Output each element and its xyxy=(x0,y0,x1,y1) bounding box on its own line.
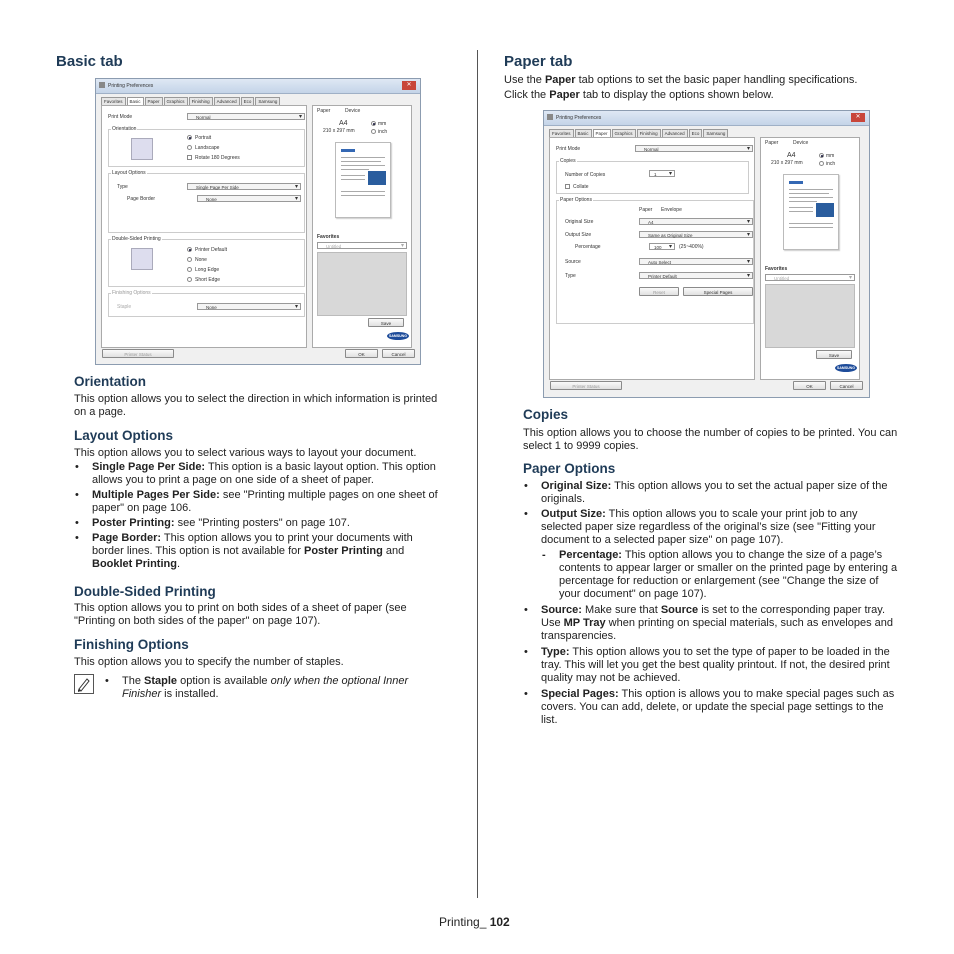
preview-tab-device[interactable]: Device xyxy=(793,140,809,146)
original-size-select[interactable]: A4 ▾ xyxy=(639,218,753,225)
double-sided-text: This option allows you to print on both sides of a sheet of paper (see "Printing on both sides of the paper" on page 107). xyxy=(74,602,407,627)
tab-paper[interactable]: Paper xyxy=(145,97,163,106)
source-select[interactable]: Auto Select ▾ xyxy=(639,258,753,265)
original-size-label: Original Size xyxy=(565,219,594,225)
page-footer xyxy=(439,915,510,929)
list-item: • Source: Make sure that Source is set to the corresponding paper tray. Use MP Tray when printing on special materials, such as envelopes and transparencies. xyxy=(523,604,901,643)
orientation-heading: Orientation xyxy=(74,374,147,389)
tab-favorites[interactable]: Favorites xyxy=(549,129,574,138)
orientation-preview-icon xyxy=(131,138,153,160)
page-preview-thumbnail xyxy=(783,174,839,250)
long-edge-label: Long Edge xyxy=(195,267,220,273)
paper-type-select[interactable]: Printer Default ▾ xyxy=(639,272,753,279)
list-item: • Single Page Per Side: This option is a basic layout option. This option allows you to print a page on one side of a sheet of paper. xyxy=(74,461,444,487)
long-edge-radio[interactable] xyxy=(187,267,192,272)
save-button[interactable]: Save xyxy=(816,350,852,359)
tab-finishing[interactable]: Finishing xyxy=(189,97,213,106)
orientation-text: This option allows you to select the direction in which information is printed on a page. xyxy=(74,393,438,418)
page-border-select[interactable]: None ▾ xyxy=(197,195,301,202)
preview-panel xyxy=(312,105,412,348)
rotate-180-label: Rotate 180 Degrees xyxy=(195,155,240,161)
favorites-list xyxy=(317,252,407,316)
printer-default-radio[interactable] xyxy=(187,247,192,252)
staple-select[interactable]: None ▾ xyxy=(197,303,301,310)
source-label: Source xyxy=(565,259,581,265)
samsung-logo: SAMSUNG xyxy=(835,364,857,372)
dialog-titlebar xyxy=(544,111,869,126)
percentage-input[interactable]: 100 ▾ xyxy=(649,243,675,250)
tab-samsung[interactable]: Samsung xyxy=(703,129,728,138)
paper-options-heading: Paper Options xyxy=(523,461,616,476)
preview-tab-device[interactable]: Device xyxy=(345,108,361,114)
list-item: • Original Size: This option allows you to set the actual paper size of the originals. xyxy=(523,480,901,506)
copies-group-label: Copies xyxy=(560,158,576,164)
tab-advanced[interactable]: Advanced xyxy=(214,97,240,106)
page-number: 102 xyxy=(489,915,510,929)
favorites-select[interactable]: Untitled ▾ xyxy=(765,274,855,281)
column-divider xyxy=(477,50,478,898)
tab-graphics[interactable]: Graphics xyxy=(612,129,636,138)
copies-text: This option allows you to choose the number of copies to be printed. You can select 1 to 9999 copies. xyxy=(523,427,898,452)
unit-inch-radio[interactable] xyxy=(371,129,376,134)
tab-basic[interactable]: Basic xyxy=(127,97,144,106)
orientation-group-label: Orientation xyxy=(112,126,137,132)
preview-panel xyxy=(760,137,860,380)
favorites-section xyxy=(315,234,410,330)
percentage-label: Percentage xyxy=(575,244,601,250)
printer-status-button[interactable]: Printer Status xyxy=(102,349,174,358)
tab-finishing[interactable]: Finishing xyxy=(637,129,661,138)
printer-status-button[interactable]: Printer Status xyxy=(550,381,622,390)
list-item: - Percentage: This option allows you to change the size of a page’s contents to appear larger or smaller on the printed page by entering a percentage for reduction or enlargement (see "Change the size of your document" on page 107). xyxy=(541,549,901,601)
staple-label: Staple xyxy=(117,304,132,310)
print-mode-select[interactable]: Normal ▾ xyxy=(635,145,753,152)
ok-button[interactable]: OK xyxy=(345,349,378,358)
close-icon[interactable]: ✕ xyxy=(851,113,865,122)
favorites-label: Favorites xyxy=(317,234,340,240)
duplex-none-radio[interactable] xyxy=(187,257,192,262)
cancel-button[interactable]: Cancel xyxy=(382,349,415,358)
note-item: • The Staple option is available only when the optional Inner Finisher is installed. xyxy=(104,675,444,701)
basic-tab-dialog-screenshot xyxy=(95,78,421,365)
copies-heading: Copies xyxy=(523,407,569,422)
percentage-range: (25~400%) xyxy=(679,244,704,250)
list-item: • Special Pages: This option is allows you to make special pages such as covers. You can add, delete, or update the special page settings to the list. xyxy=(523,688,901,727)
favorites-select[interactable]: Untitled ▾ xyxy=(317,242,407,249)
unit-mm-label: mm xyxy=(826,153,835,159)
sub-tab-envelope[interactable]: Envelope xyxy=(661,207,682,213)
duplex-printer-icon xyxy=(131,248,153,270)
favorites-section xyxy=(763,266,858,362)
note-pencil-icon xyxy=(74,674,94,694)
landscape-radio[interactable] xyxy=(187,145,192,150)
paper-type-label: Type xyxy=(565,273,576,279)
print-mode-select[interactable]: Normal ▾ xyxy=(187,113,305,120)
finishing-options-group xyxy=(108,290,305,317)
dialog-title: Printing Preferences xyxy=(556,115,602,121)
paper-options-group-label: Paper Options xyxy=(560,197,592,203)
duplex-none-label: None xyxy=(195,257,207,263)
close-icon[interactable]: ✕ xyxy=(402,81,416,90)
sub-tab-paper[interactable]: Paper xyxy=(639,207,653,213)
unit-mm-radio[interactable] xyxy=(371,121,376,126)
paper-tab-heading: Paper tab xyxy=(504,53,573,70)
double-sided-group xyxy=(108,236,305,287)
number-of-copies-stepper[interactable]: 1 ▾ xyxy=(649,170,675,177)
special-pages-button[interactable]: Special Pages xyxy=(683,287,753,296)
paper-options-panel xyxy=(549,137,755,380)
save-button[interactable]: Save xyxy=(368,318,404,327)
list-item: • Type: This option allows you to set the type of paper to be loaded in the tray. This will let you get the best quality printout. If not, the desired print quality may not be achieved. xyxy=(523,646,901,685)
list-item: • Output Size: This option allows you to scale your print job to any selected paper size regardless of the original’s size (see "Fitting your document to a selected paper size" on page 107). - Percentage: This option allows you to change the size of a page’s contents to appear larger or smaller on the printed page by entering a percentage for reduction or enlargement (see "Change the size of your document" on page 107). xyxy=(523,508,901,601)
list-item: • Poster Printing: see "Printing posters" on page 107. xyxy=(74,517,444,530)
tab-advanced[interactable]: Advanced xyxy=(662,129,688,138)
layout-options-heading: Layout Options xyxy=(74,428,173,443)
short-edge-radio[interactable] xyxy=(187,277,192,282)
ok-button[interactable]: OK xyxy=(793,381,826,390)
basic-tab-heading: Basic tab xyxy=(56,53,123,70)
favorites-label: Favorites xyxy=(765,266,788,272)
paper-options-group xyxy=(556,197,754,324)
tab-eco[interactable]: Eco xyxy=(689,129,703,138)
tab-basic[interactable]: Basic xyxy=(575,129,592,138)
number-of-copies-label: Number of Copies xyxy=(565,172,606,178)
output-size-label: Output Size xyxy=(565,232,592,238)
landscape-label: Landscape xyxy=(195,145,220,151)
tab-graphics[interactable]: Graphics xyxy=(164,97,188,106)
unit-mm-radio[interactable] xyxy=(819,153,824,158)
tab-eco[interactable]: Eco xyxy=(241,97,255,106)
dialog-title: Printing Preferences xyxy=(108,83,154,89)
cancel-button[interactable]: Cancel xyxy=(830,381,863,390)
unit-inch-label: inch xyxy=(378,129,388,135)
unit-inch-radio[interactable] xyxy=(819,161,824,166)
paper-tab-intro-2: Click the Paper tab to display the options shown below. xyxy=(504,89,774,101)
finishing-options-heading: Finishing Options xyxy=(74,637,189,652)
paper-dims-label: 210 x 297 mm xyxy=(771,160,803,166)
output-size-select[interactable]: Same as Original Size ▾ xyxy=(639,231,753,238)
list-item: • Multiple Pages Per Side: see "Printing multiple pages on one sheet of paper" on page 106. xyxy=(74,489,444,515)
dialog-titlebar xyxy=(96,79,420,94)
print-mode-label: Print Mode xyxy=(108,114,133,120)
printer-icon xyxy=(99,82,105,88)
tab-samsung[interactable]: Samsung xyxy=(255,97,280,106)
double-sided-group-label: Double-Sided Printing xyxy=(112,236,161,242)
unit-inch-label: inch xyxy=(826,161,836,167)
printer-icon xyxy=(547,114,553,120)
layout-options-group xyxy=(108,170,305,233)
output-size-sublist xyxy=(541,549,901,601)
paper-tab-dialog-screenshot xyxy=(543,110,870,398)
paper-dims-label: 210 x 297 mm xyxy=(323,128,355,134)
samsung-logo: SAMSUNG xyxy=(387,332,409,340)
unit-mm-label: mm xyxy=(378,121,387,127)
preview-tab-paper[interactable]: Paper xyxy=(765,140,779,146)
paper-size-label: A4 xyxy=(339,120,348,127)
footer-label: Printing_ xyxy=(439,915,490,929)
paper-size-label: A4 xyxy=(787,152,796,159)
basic-options-panel xyxy=(101,105,307,348)
page-preview-thumbnail xyxy=(335,142,391,218)
collate-checkbox[interactable] xyxy=(565,184,570,189)
rotate-180-checkbox[interactable] xyxy=(187,155,192,160)
finishing-options-text: This option allows you to specify the number of staples. xyxy=(74,656,344,668)
portrait-label: Portrait xyxy=(195,135,212,141)
preview-tab-paper[interactable]: Paper xyxy=(317,108,331,114)
finishing-note xyxy=(104,675,444,703)
layout-options-group-label: Layout Options xyxy=(112,170,146,176)
collate-label: Collate xyxy=(573,184,589,190)
layout-options-list xyxy=(74,461,444,573)
copies-group xyxy=(556,158,749,194)
page-border-label: Page Border xyxy=(127,196,156,202)
print-mode-label: Print Mode xyxy=(556,146,581,152)
layout-type-label: Type xyxy=(117,184,128,190)
short-edge-label: Short Edge xyxy=(195,277,221,283)
paper-options-list xyxy=(523,480,901,729)
layout-type-select[interactable]: Single Page Per Side ▾ xyxy=(187,183,301,190)
tab-paper[interactable]: Paper xyxy=(593,129,611,138)
printer-default-label: Printer Default xyxy=(195,247,227,253)
finishing-options-group-label: Finishing Options xyxy=(112,290,151,296)
reset-button[interactable]: Reset xyxy=(639,287,679,296)
tab-favorites[interactable]: Favorites xyxy=(101,97,126,106)
layout-options-intro: This option allows you to select various ways to layout your document. xyxy=(74,447,417,459)
list-item: • Page Border: This option allows you to print your documents with border lines. This option is not available for Poster Printing and Booklet Printing. xyxy=(74,532,444,571)
orientation-group xyxy=(108,126,305,167)
double-sided-heading: Double-Sided Printing xyxy=(74,584,216,599)
portrait-radio[interactable] xyxy=(187,135,192,140)
favorites-list xyxy=(765,284,855,348)
paper-tab-intro: Use the Paper tab options to set the basic paper handling specifications. xyxy=(504,74,858,86)
